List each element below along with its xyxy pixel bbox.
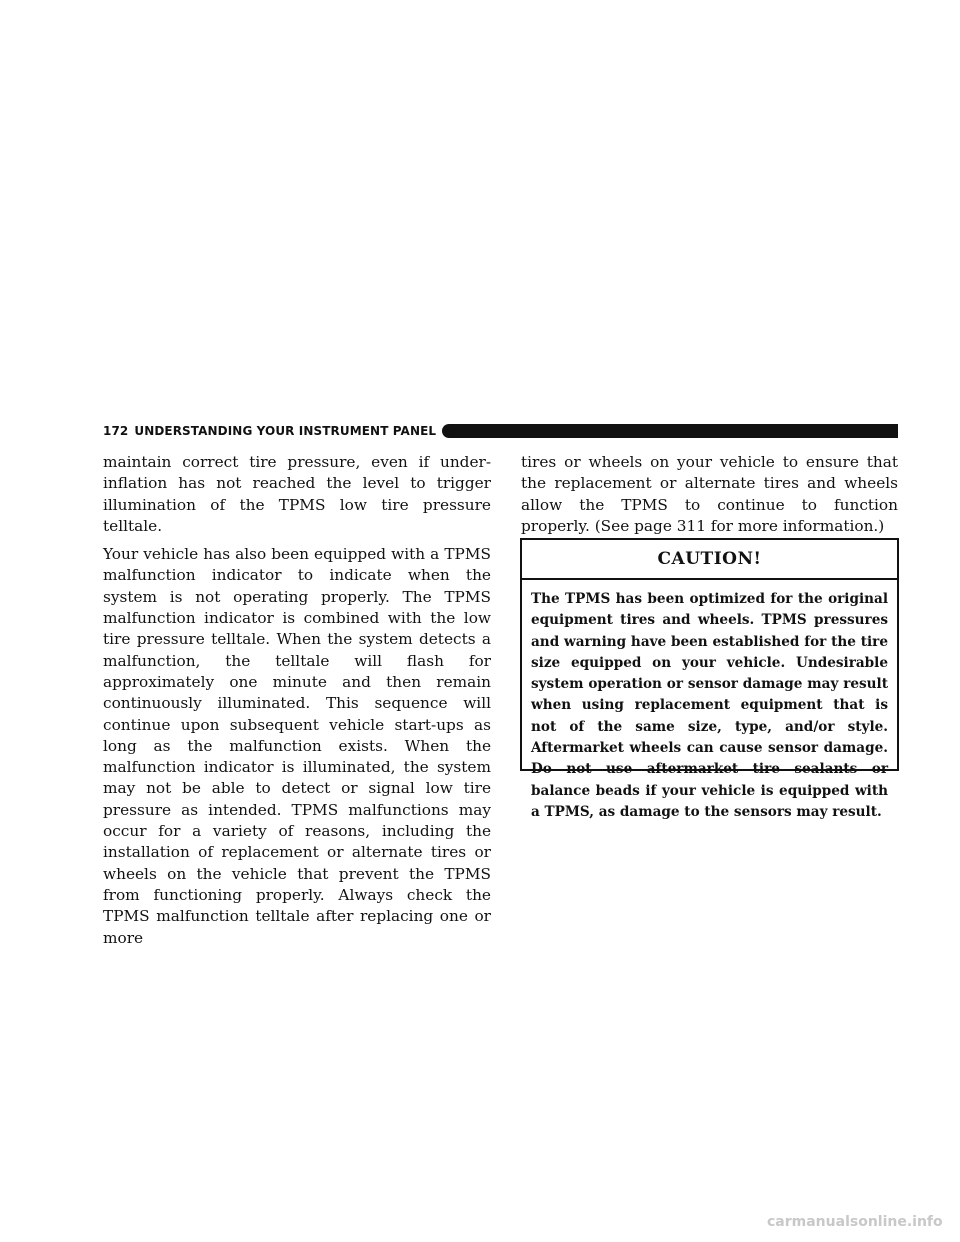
right-column: [521, 452, 898, 544]
watermark: carmanualsonline.info: [767, 1214, 943, 1230]
header-rule: [442, 424, 898, 438]
page-number: 172: [103, 424, 129, 438]
paragraph: tires or wheels on your vehicle to ensure that the replacement or alternate tires and wheels allow the TPMS to continue to function properly. (See page 311 for more information.): [521, 453, 898, 535]
caution-body: The TPMS has been optimized for the original equipment tires and wheels. TPMS pressures and warning have been established for the tire size equipped on your vehicle. Undesirable system operation or sensor damage may result when using replacement equipment that is not of the same size, type, and/or style. Aftermarket wheels can cause sensor damage. Do not use aftermarket tire sealants or balance beads if your vehicle is equipped with a TPMS, as damage to the sensors may result.: [531, 591, 888, 820]
caution-title: CAUTION!: [522, 540, 897, 580]
paragraph: maintain correct tire pressure, even if under-inflation has not reached the level to trigger illumination of the TPMS low tire pressure telltale.: [103, 453, 491, 535]
paragraph: Your vehicle has also been equipped with a TPMS malfunction indicator to indicate when the system is not operating properly. The TPMS malfunction indicator is combined with the low tire pressure telltale. When the system detects a malfunction, the telltale will flash for approximately one minute and then remain continuously illuminated. This sequence will continue upon subsequent vehicle start-ups as long as the malfunction exists. When the malfunction indicator is illuminated, the system may not be able to detect or signal low tire pressure as intended. TPMS malfunctions may occur for a variety of reasons, including the installation of replacement or alternate tires or wheels on the vehicle that prevent the TPMS from functioning properly. Always check the TPMS malfunction telltale after replacing one or more: [103, 545, 491, 947]
page-header: [103, 421, 898, 441]
left-column: [103, 452, 491, 956]
caution-box: [520, 538, 899, 820]
section-title: UNDERSTANDING YOUR INSTRUMENT PANEL: [134, 424, 437, 438]
